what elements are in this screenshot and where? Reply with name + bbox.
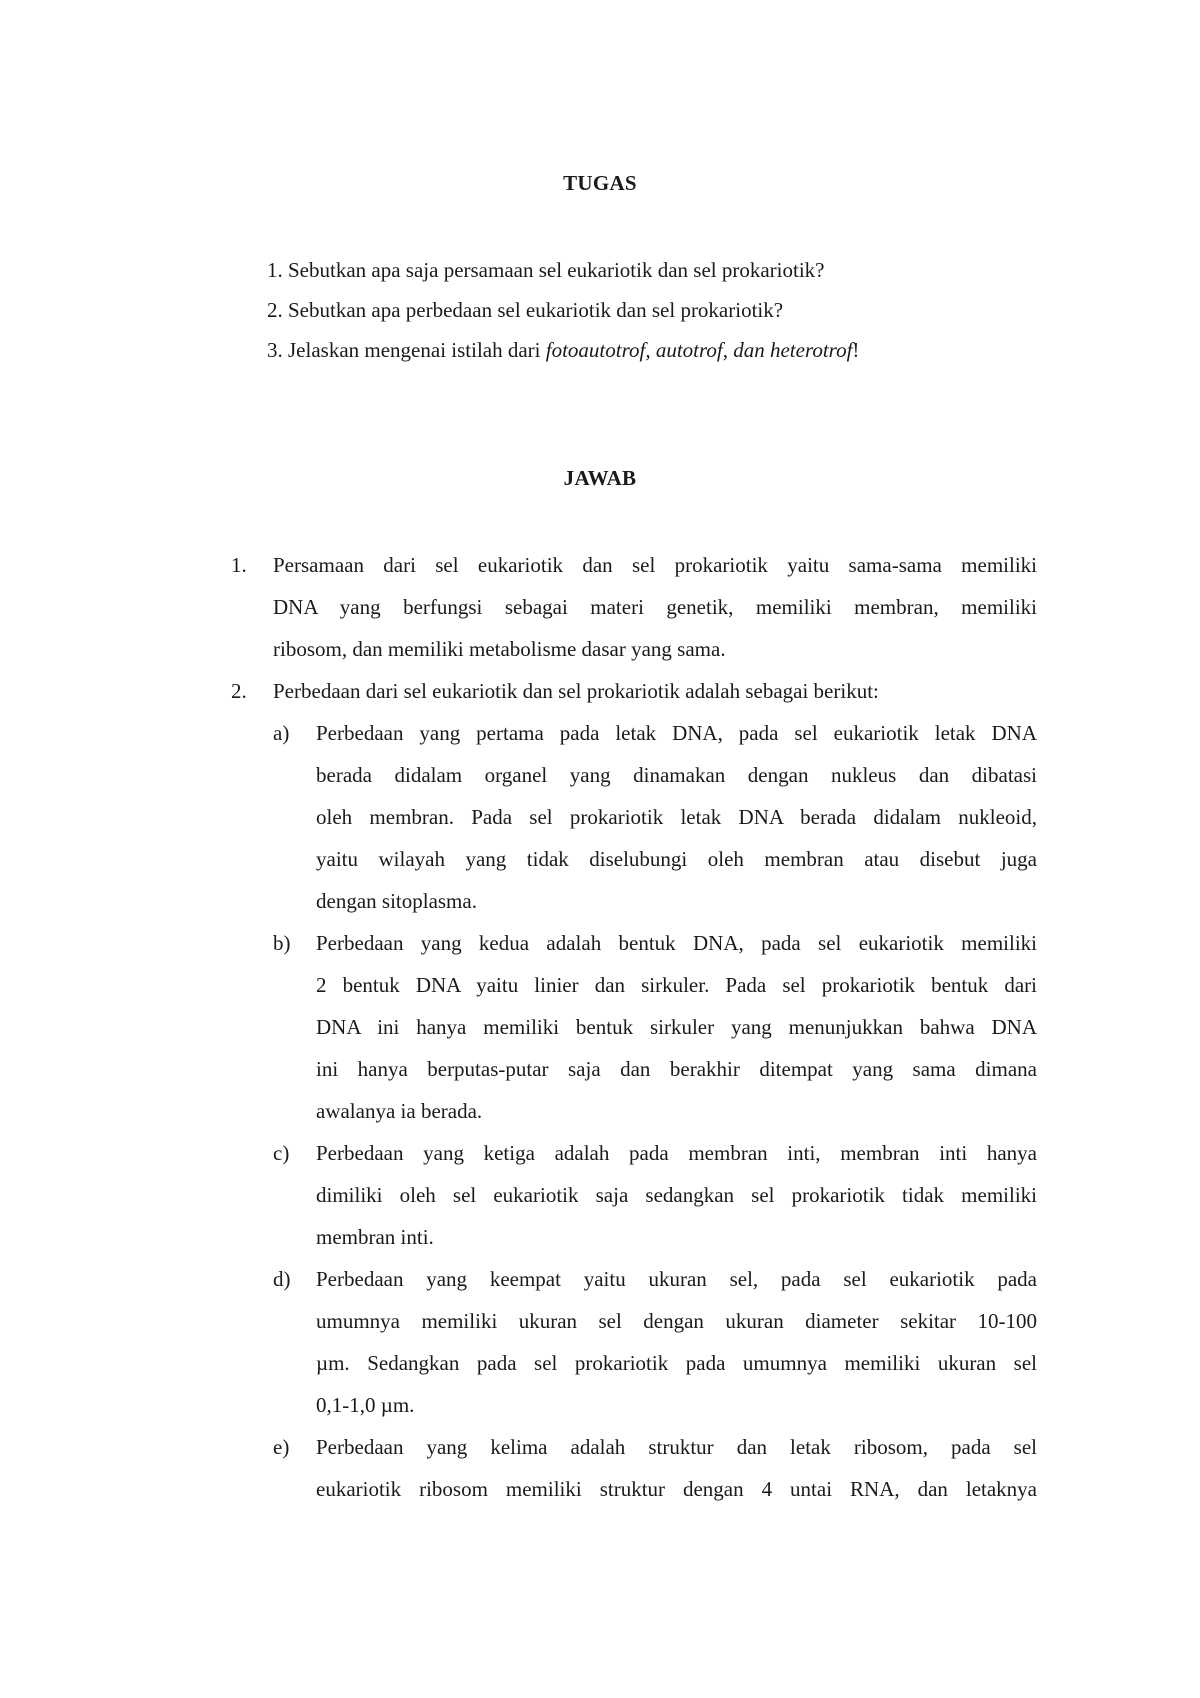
sub-item-line: Perbedaan yang keempat yaitu ukuran sel, pada sel eukariotik pada	[316, 1267, 1037, 1291]
sub-item-line: dengan sitoplasma.	[316, 889, 477, 913]
question-text: 3. Jelaskan mengenai istilah dari	[267, 338, 546, 362]
sub-item-line: berada didalam organel yang dinamakan dengan nukleus dan dibatasi	[316, 763, 1037, 787]
question-italic-terms: fotoautotrof, autotrof, dan heterotrof	[545, 338, 853, 362]
sub-item-line: dimiliki oleh sel eukariotik saja sedangkan sel prokariotik tidak memiliki	[316, 1183, 1037, 1207]
sub-item-line: Perbedaan yang kelima adalah struktur dan letak ribosom, pada sel	[316, 1435, 1037, 1459]
question-item	[267, 336, 1047, 376]
jawab-heading: JAWAB	[563, 466, 637, 490]
sub-item-line: yaitu wilayah yang tidak diselubungi oleh membran atau disebut juga	[316, 847, 1037, 871]
sub-item-label: a)	[273, 721, 290, 745]
sub-item-line: 0,1-1,0 µm.	[316, 1393, 415, 1417]
sub-item-line: 2 bentuk DNA yaitu linier dan sirkuler. Pada sel prokariotik bentuk dari	[316, 973, 1037, 997]
sub-item-line: eukariotik ribosom memiliki struktur dengan 4 untai RNA, dan letaknya	[316, 1477, 1037, 1501]
question-list	[267, 256, 1047, 376]
question-item: 2. Sebutkan apa perbedaan sel eukariotik dan sel prokariotik?	[267, 298, 784, 322]
sub-item-line: Perbedaan yang pertama pada letak DNA, pada sel eukariotik letak DNA	[316, 721, 1037, 745]
sub-item-label: e)	[273, 1435, 290, 1459]
answer-intro: Perbedaan dari sel eukariotik dan sel prokariotik adalah sebagai berikut:	[273, 679, 879, 703]
tugas-heading: TUGAS	[563, 171, 637, 195]
question-item: 1. Sebutkan apa saja persamaan sel eukariotik dan sel prokariotik?	[267, 258, 825, 282]
sub-item-line: DNA ini hanya memiliki bentuk sirkuler yang menunjukkan bahwa DNA	[316, 1015, 1037, 1039]
answer-line: Persamaan dari sel eukariotik dan sel prokariotik yaitu sama-sama memiliki	[273, 553, 1037, 577]
sub-item-line: oleh membran. Pada sel prokariotik letak DNA berada didalam nukleoid,	[316, 805, 1037, 829]
sub-item-label: c)	[273, 1141, 290, 1165]
answer-number: 1.	[231, 553, 247, 577]
sub-item-label: b)	[273, 931, 291, 955]
sub-item-line: ini hanya berputas-putar saja dan berakhir ditempat yang sama dimana	[316, 1057, 1037, 1081]
sub-item-line: Perbedaan yang kedua adalah bentuk DNA, pada sel eukariotik memiliki	[316, 931, 1037, 955]
answer-number: 2.	[231, 679, 247, 703]
answer-line: ribosom, dan memiliki metabolisme dasar yang sama.	[273, 637, 726, 661]
sub-item-line: awalanya ia berada.	[316, 1099, 483, 1123]
sub-item-line: Perbedaan yang ketiga adalah pada membran inti, membran inti hanya	[316, 1141, 1037, 1165]
sub-item-line: umumnya memiliki ukuran sel dengan ukuran diameter sekitar 10-100	[316, 1309, 1037, 1333]
answer-line: DNA yang berfungsi sebagai materi genetik, memiliki membran, memiliki	[273, 595, 1037, 619]
sub-item-line: µm. Sedangkan pada sel prokariotik pada umumnya memiliki ukuran sel	[316, 1351, 1037, 1375]
sub-item-line: membran inti.	[316, 1225, 434, 1249]
question-punctuation: !	[852, 338, 860, 362]
sub-item-label: d)	[273, 1267, 291, 1291]
